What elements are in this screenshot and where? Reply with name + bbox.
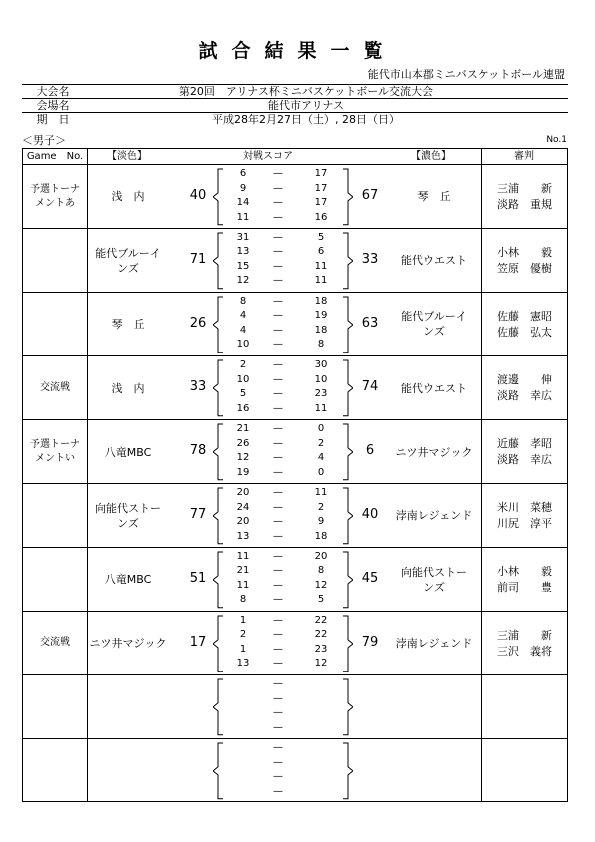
- light-period-score: 2: [239, 629, 247, 641]
- left-brace: [213, 359, 223, 417]
- header-score: 対戦スコア: [243, 151, 293, 162]
- dark-team-name: 琴 丘: [417, 190, 451, 204]
- dark-team-total-score: 79: [361, 634, 379, 650]
- light-team-name: 能代ブルーイ ンズ: [95, 246, 161, 275]
- score-dash: —: [273, 339, 283, 351]
- score-dash: —: [273, 487, 283, 498]
- left-brace: [213, 232, 223, 290]
- dark-period-score: 17: [314, 182, 328, 194]
- light-period-score: 10: [236, 339, 250, 351]
- left-brace: [213, 168, 223, 226]
- dark-period-score: 6: [317, 246, 325, 258]
- right-brace: [343, 487, 353, 545]
- score-dash: —: [273, 359, 283, 371]
- dark-period-score: 17: [314, 168, 328, 179]
- score-dash: —: [273, 324, 283, 336]
- score-dash: —: [273, 565, 283, 577]
- dark-period-score: 10: [314, 373, 328, 385]
- light-period-score: 13: [236, 658, 250, 670]
- score-dash: —: [273, 658, 283, 670]
- score-dash: —: [273, 707, 283, 719]
- info-row: [22, 113, 568, 127]
- light-period-score: 24: [236, 501, 250, 513]
- info-label: 大会名: [22, 85, 84, 99]
- right-brace: [343, 359, 353, 417]
- dark-team-name: 能代ウエスト: [401, 381, 467, 395]
- light-period-score: 11: [236, 211, 250, 223]
- results-table: [22, 148, 568, 802]
- dark-period-score: 0: [317, 423, 325, 435]
- dark-period-score: 5: [317, 231, 325, 243]
- dark-period-score: 17: [314, 197, 328, 208]
- light-period-score: 4: [239, 310, 247, 322]
- score-dash: —: [273, 579, 283, 591]
- light-team-total-score: 40: [189, 188, 207, 203]
- score-dash: —: [273, 275, 283, 287]
- dark-period-score: 20: [314, 550, 328, 562]
- light-period-score: 14: [236, 197, 250, 208]
- light-period-score: 31: [236, 231, 250, 243]
- page-number: No.1: [546, 135, 567, 145]
- score-dash: —: [273, 629, 283, 641]
- dark-period-score: 16: [314, 211, 328, 223]
- score-dash: —: [273, 437, 283, 449]
- info-value: 第20回 アリナス杯ミニバスケットボール交流大会: [84, 85, 568, 99]
- light-period-score: 4: [239, 324, 247, 336]
- score-dash: —: [273, 516, 283, 527]
- score-dash: —: [273, 197, 283, 208]
- score-dash: —: [273, 182, 283, 194]
- light-period-score: 8: [239, 295, 247, 307]
- dark-team-total-score: 74: [361, 379, 379, 395]
- score-dash: —: [273, 423, 283, 435]
- right-brace: [343, 423, 353, 481]
- dark-period-score: 18: [314, 324, 328, 336]
- info-row: [22, 99, 568, 113]
- light-period-score: 26: [236, 437, 250, 449]
- dark-period-score: 2: [317, 501, 325, 513]
- right-brace: [343, 615, 353, 673]
- game-type: [23, 293, 87, 357]
- dark-team-name: [391, 739, 477, 803]
- light-period-score: 8: [239, 594, 247, 606]
- game-type: [23, 548, 87, 612]
- dark-team-total-score: 63: [361, 315, 379, 331]
- dark-team-name: ニツ井マジック: [395, 445, 473, 459]
- dark-team-total-score: 40: [361, 507, 379, 522]
- game-type: 交流戦: [40, 637, 70, 649]
- dark-team-name: [391, 675, 477, 739]
- column-divider: [481, 149, 482, 801]
- light-period-score: 2: [239, 359, 247, 371]
- score-dash: —: [273, 771, 283, 783]
- left-brace: [213, 487, 223, 545]
- score-dash: —: [273, 310, 283, 322]
- header-referee: 審判: [514, 151, 534, 162]
- dark-period-score: 4: [317, 452, 325, 464]
- light-team-total-score: 77: [189, 507, 207, 522]
- score-dash: —: [273, 388, 283, 400]
- left-brace: [213, 296, 223, 354]
- score-dash: —: [273, 501, 283, 513]
- dark-team-total-score: 33: [361, 251, 379, 267]
- light-team-name: [89, 739, 167, 803]
- light-period-score: 11: [236, 579, 250, 591]
- score-dash: —: [273, 231, 283, 243]
- dark-period-score: 18: [314, 295, 328, 307]
- score-dash: —: [273, 466, 283, 478]
- left-brace: [213, 423, 223, 481]
- light-period-score: 13: [236, 530, 250, 542]
- score-dash: —: [273, 756, 283, 768]
- referees: 渡邊 伸 淡路 幸広: [497, 373, 552, 403]
- score-dash: —: [273, 530, 283, 542]
- organizer: 能代市山本郡ミニバスケットボール連盟: [367, 68, 565, 81]
- light-period-score: 13: [236, 246, 250, 258]
- score-dash: —: [273, 295, 283, 307]
- score-dash: —: [273, 402, 283, 414]
- dark-period-score: 5: [317, 594, 325, 606]
- light-team-name: 八竜MBC: [104, 445, 152, 459]
- light-period-score: 21: [236, 565, 250, 577]
- dark-period-score: 12: [314, 579, 328, 591]
- score-dash: —: [273, 692, 283, 704]
- game-type: [23, 739, 87, 803]
- right-brace: [343, 168, 353, 226]
- dark-period-score: 9: [317, 516, 325, 527]
- dark-period-score: 2: [317, 437, 325, 449]
- referees: 三浦 新 三沢 義将: [497, 628, 552, 658]
- dark-period-score: 11: [314, 275, 328, 287]
- right-brace: [343, 678, 353, 736]
- dark-period-score: 8: [317, 565, 325, 577]
- light-team-name: 琴 丘: [111, 317, 145, 331]
- dark-period-score: 22: [314, 629, 328, 641]
- left-brace: [213, 742, 223, 800]
- info-label: 会場名: [22, 99, 84, 113]
- score-dash: —: [273, 742, 283, 754]
- score-dash: —: [273, 785, 283, 797]
- referees: 米川 菜穂 川尻 淳平: [497, 501, 552, 530]
- dark-period-score: 18: [314, 530, 328, 542]
- light-period-score: 12: [236, 452, 250, 464]
- dark-period-score: 0: [317, 466, 325, 478]
- dark-team-name: 能代ウエスト: [401, 254, 467, 268]
- column-divider: [87, 149, 88, 801]
- light-team-total-score: 26: [189, 315, 207, 331]
- dark-period-score: 11: [314, 487, 328, 498]
- light-team-name: [89, 675, 167, 739]
- light-team-name: 浅 内: [111, 190, 145, 204]
- score-dash: —: [273, 246, 283, 258]
- light-period-score: 6: [239, 168, 247, 179]
- info-label: 期 日: [22, 113, 84, 127]
- score-dash: —: [273, 721, 283, 733]
- dark-team-name: 浡南レジェンド: [395, 636, 473, 650]
- document-title: 試合結果一覧: [198, 40, 397, 62]
- light-team-name: 八竜MBC: [104, 573, 152, 587]
- game-type: 予選トーナ メントあ: [30, 183, 80, 209]
- right-brace: [343, 551, 353, 609]
- light-team-total-score: 33: [189, 379, 207, 395]
- light-period-score: 15: [236, 260, 250, 272]
- dark-team-name: 浡南レジェンド: [395, 509, 473, 523]
- score-dash: —: [273, 211, 283, 223]
- referees: 小林 毅 前司 豊: [497, 564, 552, 594]
- referees: 佐藤 憲昭 佐藤 弘太: [497, 309, 552, 339]
- light-period-score: 20: [236, 516, 250, 527]
- right-brace: [343, 232, 353, 290]
- light-team-name: ニツ井マジック: [89, 636, 167, 650]
- light-team-total-score: 78: [189, 443, 207, 459]
- dark-period-score: 11: [314, 402, 328, 414]
- tournament-info-table: [22, 84, 568, 126]
- header-dark-team: 【濃色】: [411, 151, 451, 162]
- score-dash: —: [273, 550, 283, 562]
- score-dash: —: [273, 643, 283, 655]
- right-brace: [343, 296, 353, 354]
- right-brace: [343, 742, 353, 800]
- section-label: ＜男子＞: [22, 134, 66, 147]
- dark-period-score: 22: [314, 614, 328, 626]
- dark-period-score: 19: [314, 310, 328, 322]
- left-brace: [213, 615, 223, 673]
- light-period-score: 11: [236, 550, 250, 562]
- header-game-no: Game No.: [26, 151, 84, 162]
- light-period-score: 5: [239, 388, 247, 400]
- score-dash: —: [273, 168, 283, 179]
- left-brace: [213, 678, 223, 736]
- light-team-total-score: 51: [189, 570, 207, 586]
- light-team-total-score: 71: [189, 251, 207, 267]
- score-dash: —: [273, 678, 283, 690]
- score-dash: —: [273, 260, 283, 272]
- referees: 小林 毅 笠原 優樹: [497, 245, 552, 275]
- header-light-team: 【淡色】: [107, 151, 147, 162]
- info-value: 能代市アリナス: [84, 99, 568, 113]
- game-type: [23, 229, 87, 293]
- game-type: [23, 484, 87, 548]
- game-type: [23, 675, 87, 739]
- light-team-name: 浅 内: [111, 381, 145, 395]
- light-team-total-score: 17: [189, 634, 207, 650]
- dark-period-score: 8: [317, 339, 325, 351]
- score-dash: —: [273, 614, 283, 626]
- dark-period-score: 23: [314, 643, 328, 655]
- light-period-score: 1: [239, 614, 247, 626]
- info-row: [22, 85, 568, 99]
- dark-team-name: 能代ブルーイ ンズ: [401, 310, 467, 339]
- dark-period-score: 30: [314, 359, 328, 371]
- light-period-score: 10: [236, 373, 250, 385]
- light-period-score: 1: [239, 643, 247, 655]
- dark-period-score: 23: [314, 388, 328, 400]
- light-period-score: 21: [236, 423, 250, 435]
- game-type: 予選トーナ メントい: [30, 439, 80, 465]
- light-period-score: 16: [236, 402, 250, 414]
- game-type: 交流戦: [40, 382, 70, 394]
- dark-period-score: 12: [314, 658, 328, 670]
- light-period-score: 12: [236, 275, 250, 287]
- dark-team-name: 向能代ストー ンズ: [401, 565, 467, 594]
- dark-team-total-score: 45: [361, 570, 379, 586]
- referees: 三浦 新 淡路 重規: [497, 182, 552, 211]
- score-dash: —: [273, 594, 283, 606]
- dark-team-total-score: 67: [361, 188, 379, 203]
- referees: 近藤 孝昭 淡路 幸広: [497, 437, 552, 467]
- left-brace: [213, 551, 223, 609]
- dark-team-total-score: 6: [365, 443, 375, 459]
- score-dash: —: [273, 452, 283, 464]
- light-team-name: 向能代ストー ンズ: [95, 501, 161, 530]
- light-period-score: 19: [236, 466, 250, 478]
- dark-period-score: 11: [314, 260, 328, 272]
- info-value: 平成28年2月27日（土）, 28日（日）: [84, 113, 568, 127]
- light-period-score: 20: [236, 487, 250, 498]
- score-dash: —: [273, 373, 283, 385]
- light-period-score: 9: [239, 182, 247, 194]
